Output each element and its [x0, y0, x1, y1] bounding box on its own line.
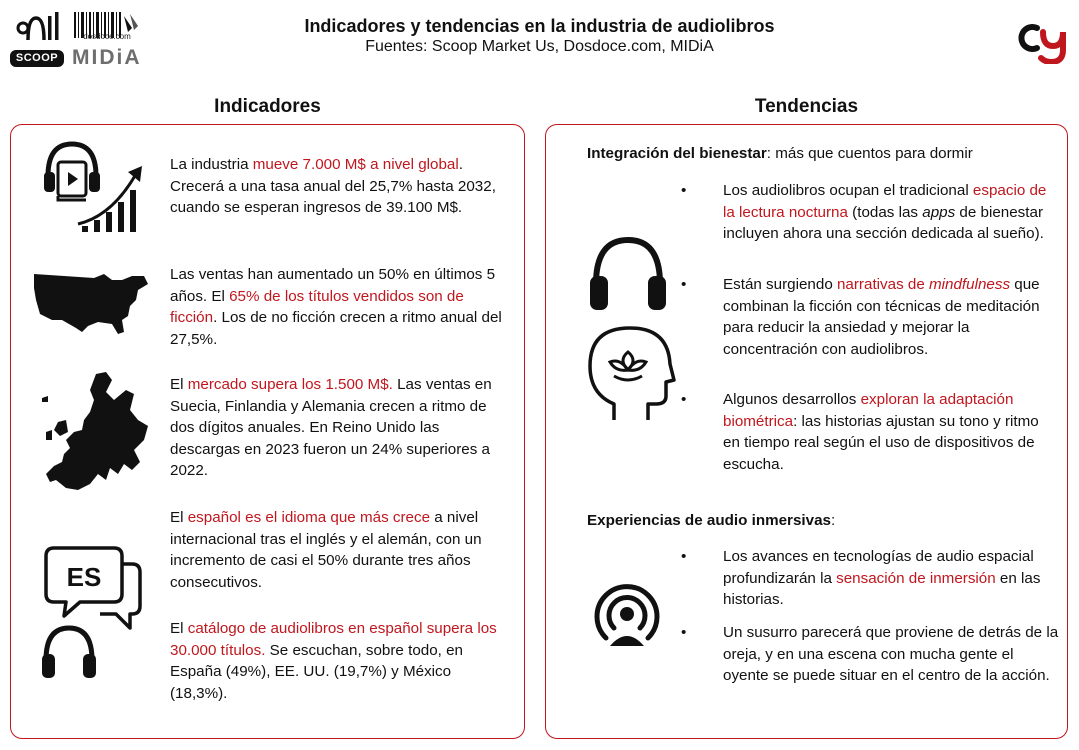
highlight-segment: espacio de la lectura nocturna: [723, 182, 1047, 221]
text-segment: en las historias.: [723, 569, 1041, 609]
indicador-espanol: [170, 507, 510, 593]
text-segment: Los avances en tecnologías de audio espacial profundizarán la: [723, 548, 1034, 587]
highlight-segment: 65% de los títulos vendidos son de ficción: [170, 287, 464, 327]
highlight-segment: catálogo de audiolibros en español supera los 30.000 títulos.: [170, 620, 497, 659]
bullet-text: [723, 546, 1059, 611]
highlight-segment: narrativas de: [836, 276, 929, 293]
text-segment: El: [170, 376, 188, 393]
page-subtitle: Fuentes: Scoop Market Us, Dosdoce.com, MIDiA: [365, 38, 714, 55]
usa-map-icon: [32, 270, 150, 338]
indicadores-heading: Indicadores: [214, 96, 321, 117]
text-segment: de bienestar incluyen ahora una sección dedicada al sueño).: [723, 203, 1044, 243]
bullet-text: [723, 389, 1059, 475]
indicador-europa: [170, 374, 510, 482]
immersive-audio-person-icon: [592, 580, 662, 652]
text-segment: Se escuchan, sobre todo, en España (49%), EE. UU. (19,7%) y México (18,3%).: [170, 641, 463, 702]
trend-group-wellness-title: Integración del bienestar: más que cuentos para dormir: [587, 145, 973, 162]
highlight-segment: apps: [922, 203, 956, 221]
text-segment: a nivel internacional tras el inglés y el alemán, con un incremento de casi el 50% durante tres años consecutivos.: [170, 509, 482, 591]
bullet-dot: •: [681, 624, 687, 641]
es-label: ES: [66, 562, 102, 592]
text-segment: Están surgiendo: [723, 276, 837, 293]
highlight-segment: exploran la adaptación biométrica: [723, 391, 1014, 430]
highlight-segment: mercado supera los 1.500 M$.: [187, 376, 393, 393]
mind-wellness-head-icon: [586, 324, 678, 424]
bullet-dot: •: [681, 276, 687, 293]
indicador-catalogo: [170, 618, 510, 704]
text-segment: Un susurro parecerá que proviene de detrás de la oreja, y en una escena con mucha gente el oyente se puede situar en el centro de la acción.: [723, 624, 1059, 685]
text-segment: Los audiolibros ocupan el tradicional: [723, 182, 973, 199]
trend-bullet: [681, 274, 1061, 374]
bullet-text: [723, 180, 1059, 245]
highlight-segment: español es el idioma que más crece: [187, 509, 431, 526]
trend-bullet: [681, 180, 1061, 244]
tendencias-heading: Tendencias: [754, 96, 859, 117]
bullet-dot: •: [681, 182, 687, 199]
text-segment: que combinan la ficción con técnicas de meditación para reducir la ansiedad y mejorar la concentración con audiolibros.: [723, 276, 1040, 358]
trend-bullet: [681, 622, 1061, 708]
text-segment: . Los de no ficción crecen a ritmo anual del 27,5%.: [170, 309, 502, 348]
trend-group-immersive-title: Experiencias de audio inmersivas:: [587, 512, 836, 529]
headphones-icon: [40, 624, 98, 680]
europe-map-icon: [40, 370, 150, 494]
scoop-logo-mark-icon: [14, 10, 64, 46]
bullet-dot: •: [681, 548, 687, 565]
text-segment: El: [170, 620, 188, 637]
midia-logo: MIDiA: [72, 46, 142, 69]
bullet-dot: •: [681, 391, 687, 408]
text-segment: (todas las: [847, 203, 923, 221]
text-segment: El: [170, 509, 188, 526]
text-segment: Las ventas han aumentado un 50% en últimos 5 años. El: [170, 266, 496, 305]
text-segment: : las historias ajustan su tono y ritmo en tiempo real según el uso de dispositivos de escucha.: [723, 412, 1039, 473]
highlight-segment: mueve 7.000 M$ a nivel global: [252, 156, 459, 173]
text-segment: . Crecerá a una tasa anual del 25,7% hasta 2032, cuando se esperan ingresos de 39.100 M$.: [170, 156, 496, 217]
text-segment: Las ventas en Suecia, Finlandia y Alemania crecen a ritmo de dos dígitos anuales. En Reino Unido las descargas en 2023 fueron un 24% superiores a 2022.: [170, 376, 492, 480]
headphones-growth-icon: [42, 140, 150, 236]
cg-brand-logo-icon: [1015, 18, 1069, 64]
scoop-logo: SCOOP: [10, 50, 64, 67]
indicador-global: [170, 154, 510, 219]
bullet-text: [723, 274, 1059, 360]
highlight-segment: sensación de inmersión: [836, 569, 996, 587]
bullet-text: [723, 622, 1059, 687]
dosdoce-logo-text: dosdoce.com: [83, 32, 131, 41]
text-segment: La industria: [170, 156, 253, 173]
text-segment: Algunos desarrollos: [723, 391, 861, 408]
page-title: Indicadores y tendencias en la industria de audiolibros: [304, 16, 775, 36]
highlight-segment: mindfulness: [929, 276, 1011, 293]
headphones-large-icon: [588, 236, 668, 312]
trend-bullet: [681, 546, 1061, 610]
es-speech-icon: [44, 544, 144, 636]
indicador-usa: [170, 264, 510, 350]
trend-bullet: [681, 389, 1061, 475]
